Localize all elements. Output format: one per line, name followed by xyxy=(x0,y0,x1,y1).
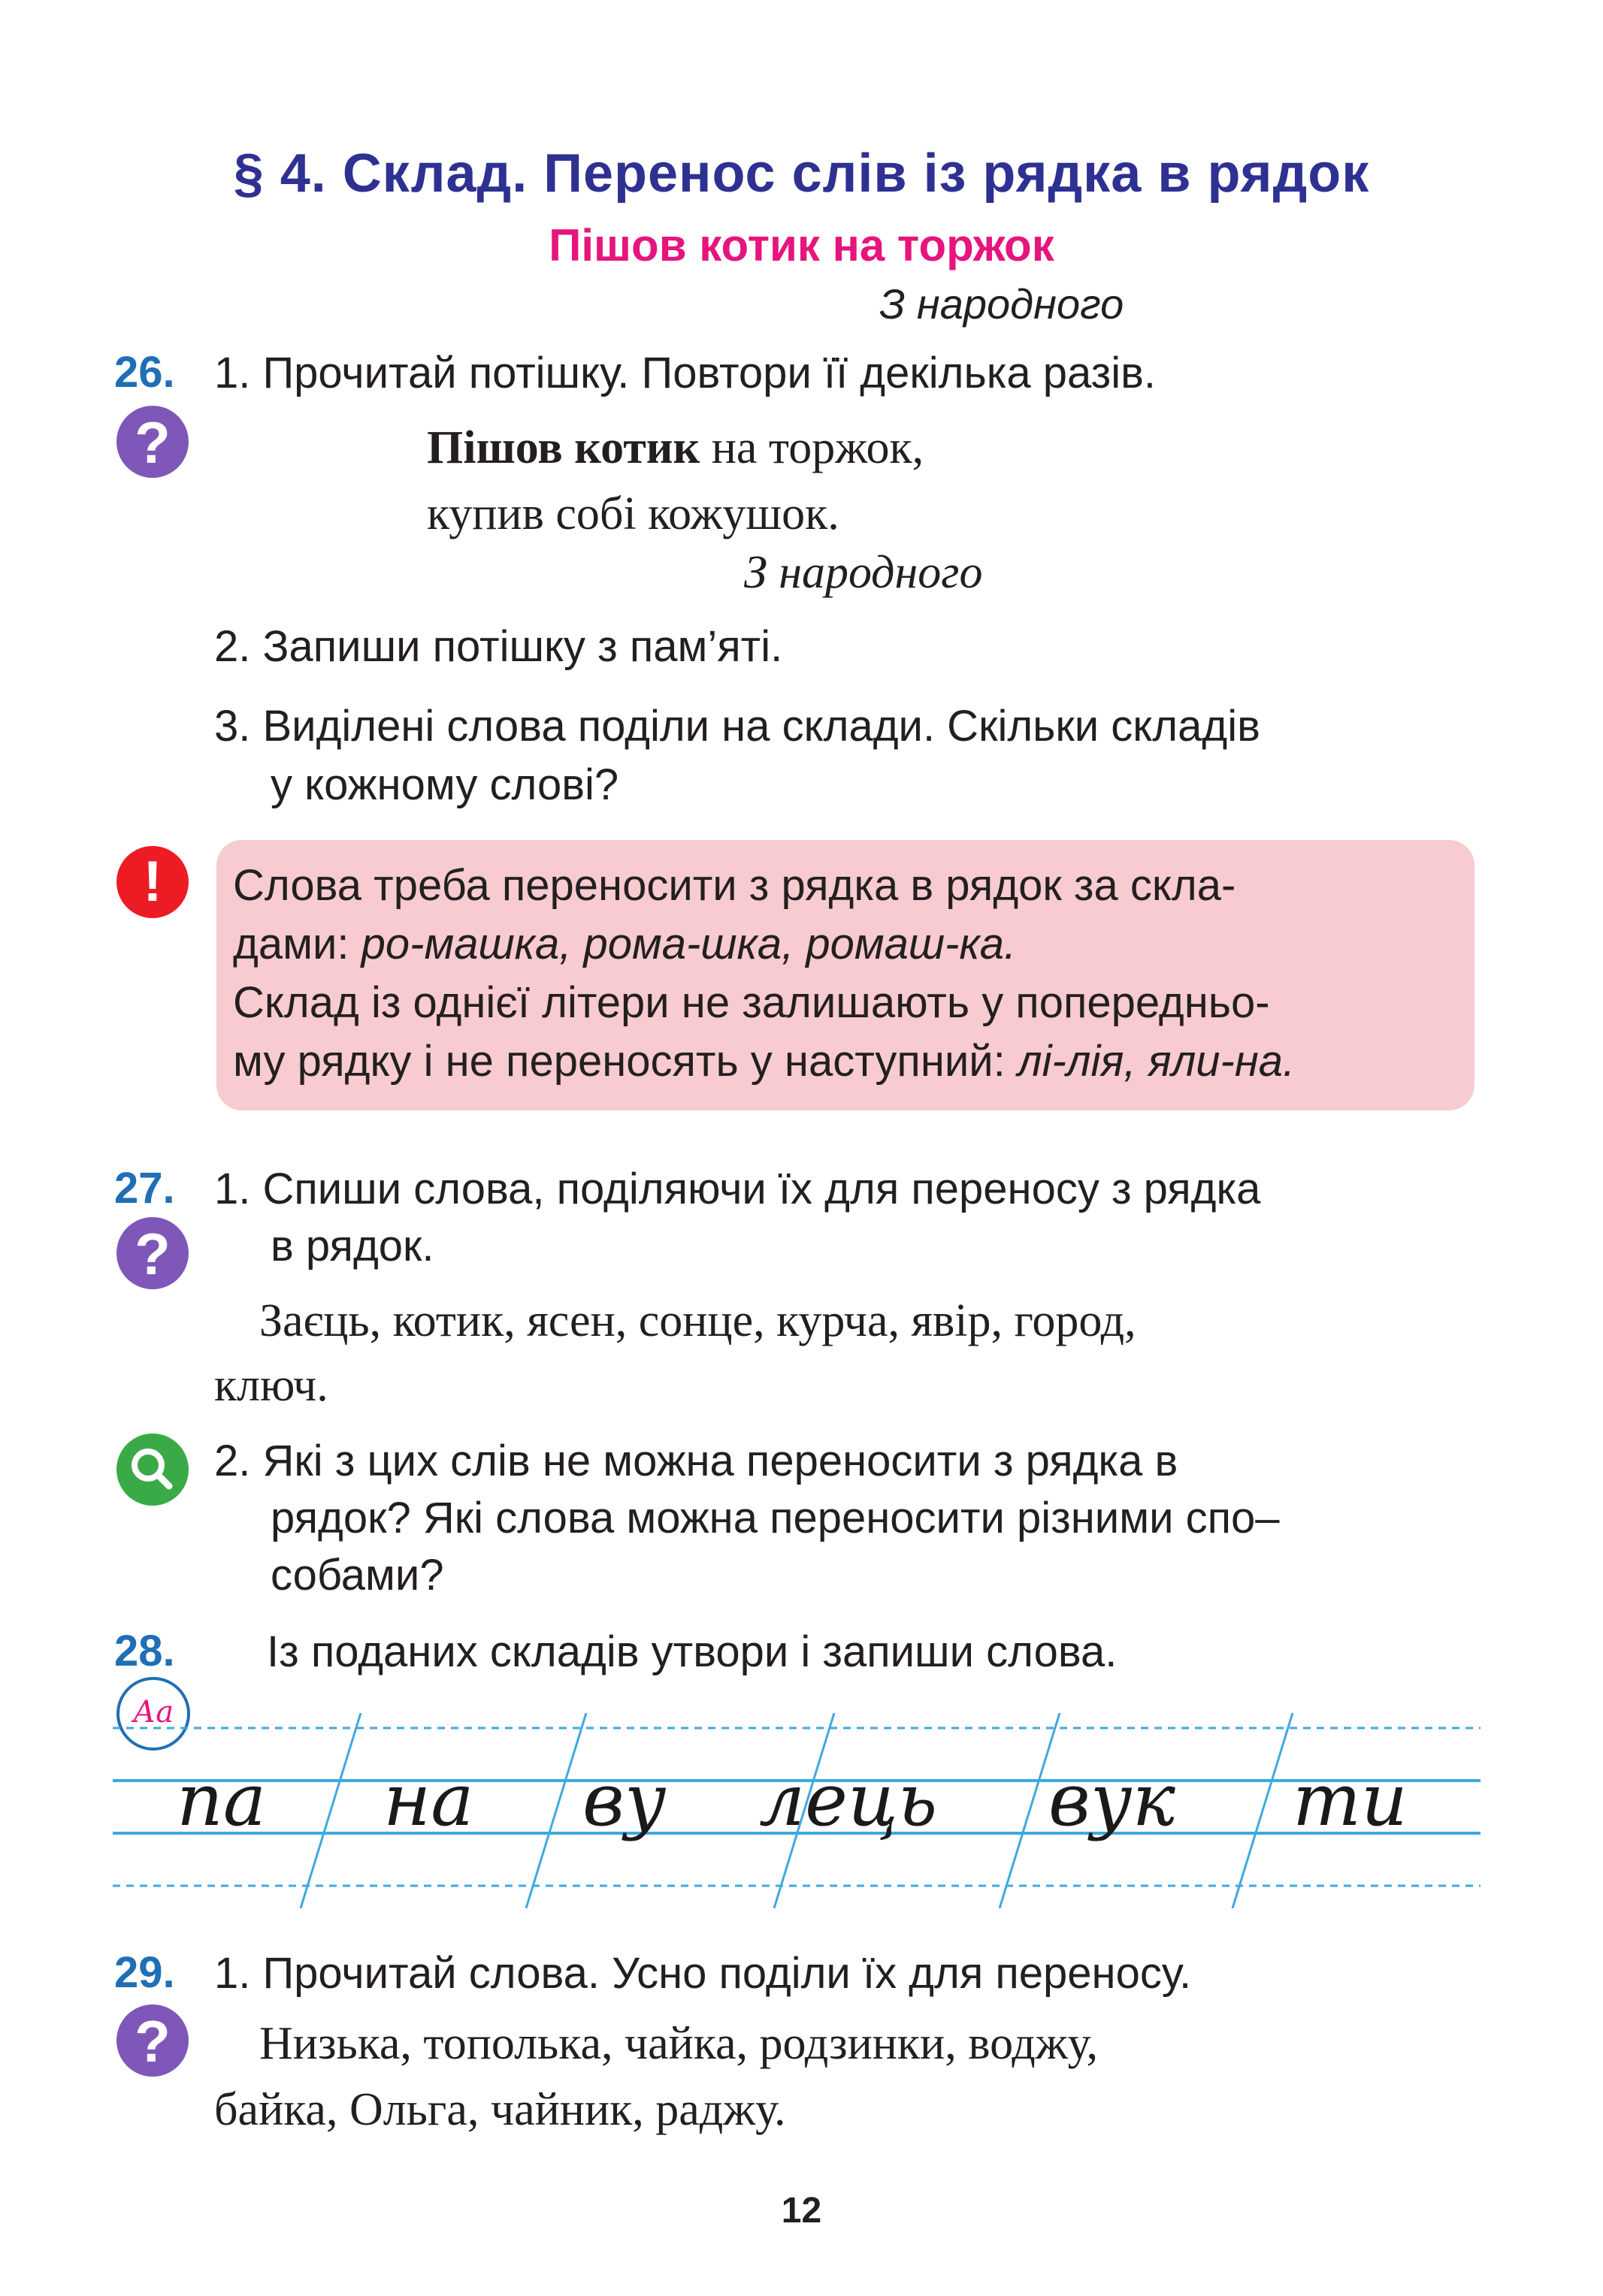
rule-line-2: дами: ро-машка, рома-шка, ромаш-ка. xyxy=(233,920,1017,968)
syllable: ву xyxy=(582,1758,667,1842)
exercise-29-words-line-1: Низька, тополька, чайка, родзинки, воджу, xyxy=(259,2018,1098,2069)
handwriting-icon: Аа xyxy=(116,1677,190,1751)
exercise-27-words-line-2: ключ. xyxy=(214,1360,328,1411)
exercise-26-task-1: 1. Прочитай потішку. Повтори її декілька разів. xyxy=(214,349,1157,397)
question-icon: ? xyxy=(116,2004,189,2077)
poem-line-1-rest: на торжок, xyxy=(700,422,924,473)
rule-example-2: лі-лія, яли-на. xyxy=(1017,1037,1296,1086)
rule-example-1: ро-машка, рома-шка, ромаш-ка. xyxy=(361,920,1017,968)
section-subtitle: Пішов котик на торжок xyxy=(549,220,1054,270)
page-number: 12 xyxy=(781,2191,822,2231)
rule-line-1: Слова треба переносити з рядка в рядок за скла- xyxy=(233,861,1236,910)
exercise-29-words-line-2: байка, Ольга, чайник, раджу. xyxy=(214,2084,786,2135)
syllable: ти xyxy=(1293,1758,1408,1842)
search-icon xyxy=(116,1433,189,1506)
exercise-28-task: Із поданих складів утвори і запиши слова. xyxy=(267,1627,1118,1676)
exercise-28-number: 28. xyxy=(114,1627,175,1675)
exercise-27-task-2-line-2: рядок? Які слова можна переносити різними спо– xyxy=(271,1494,1280,1542)
exercise-26-number: 26. xyxy=(114,348,175,397)
syllable: па xyxy=(177,1758,267,1842)
poem-line-1 xyxy=(427,415,924,481)
warning-icon: ! xyxy=(116,846,189,918)
question-icon: ? xyxy=(116,1217,189,1289)
exercise-27-number: 27. xyxy=(114,1164,175,1213)
exercise-26-task-3-line-1: 3. Виділені слова поділи на склади. Скільки складів xyxy=(214,702,1260,751)
exercise-27-task-2-line-1: 2. Які з цих слів не можна переносити з рядка в xyxy=(214,1437,1178,1485)
poem-line-2: купив собі кожушок. xyxy=(427,488,839,539)
exercise-26-task-3-line-2: у кожному слові? xyxy=(271,760,619,809)
rule-line-4: му рядку і не переносять у наступний: лі-лія, яли-на. xyxy=(233,1037,1296,1086)
exercise-27-task-1-line-1: 1. Спиши слова, поділяючи їх для переносу з рядка xyxy=(214,1165,1261,1213)
syllable: вук xyxy=(1048,1758,1175,1842)
question-icon: ? xyxy=(116,406,189,478)
exercise-29-number: 29. xyxy=(114,1948,175,1997)
rule-text xyxy=(233,856,1465,1091)
exercise-27-words-line-1: Заєць, котик, ясен, сонце, курча, явір, город, xyxy=(259,1295,1136,1346)
poem-source: З народного xyxy=(744,547,983,598)
exercise-29-task-1: 1. Прочитай слова. Усно поділи їх для переносу. xyxy=(214,1949,1192,1998)
exercise-27-task-2-line-3: собами? xyxy=(271,1551,444,1600)
syllable: лець xyxy=(759,1758,938,1842)
rule-line-3: Склад із однієї літери не залишають у попередньо- xyxy=(233,978,1270,1027)
exercise-26-task-2: 2. Запиши потішку з пам’яті. xyxy=(214,622,783,671)
subtitle-source: З народного xyxy=(879,280,1124,328)
syllable: на xyxy=(383,1758,474,1842)
section-title: § 4. Склад. Перенос слів із рядка в рядок xyxy=(233,144,1370,204)
exercise-27-task-1-line-2: в рядок. xyxy=(271,1222,434,1270)
poem-highlighted-words: Пішов котик xyxy=(427,422,700,473)
